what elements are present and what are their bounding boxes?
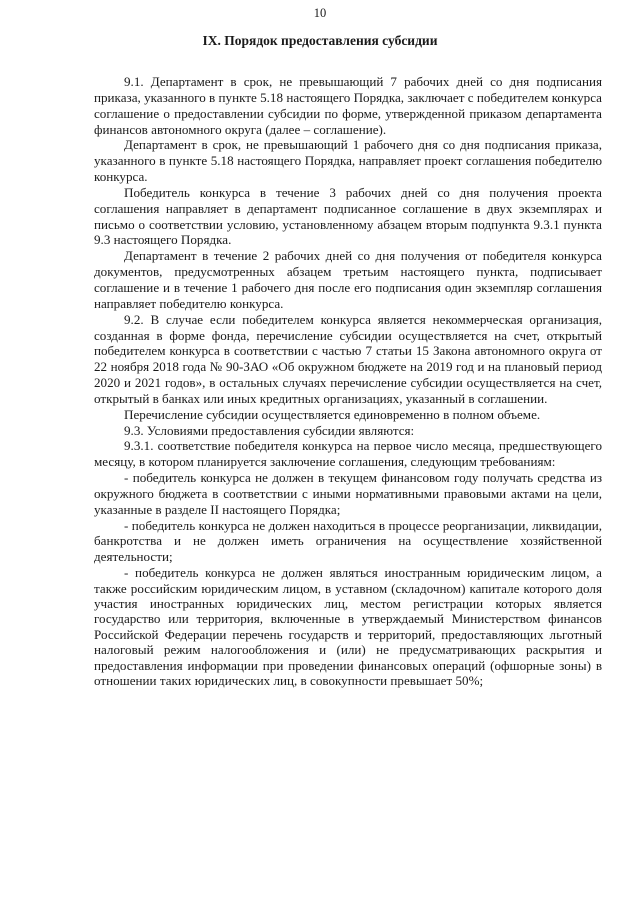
paragraph-project-dispatch: Департамент в срок, не превышающий 1 рабочего дня со дня подписания приказа, указанного в пункте 5.18 настоящего Порядка, направляет проект соглашения победителю конкурса.: [94, 137, 602, 185]
paragraph-winner-return: Победитель конкурса в течение 3 рабочих дней со дня получения проекта соглашения направляет в департамент подписанное соглашение в двух экземплярах и письмо о соответствии условию, установленному абзацем вторым подпункта 9.3.1 пункта 9.3 настоящего Порядка.: [94, 184, 602, 248]
paragraph-single-transfer: Перечисление субсидии осуществляется единовременно в полном объеме.: [124, 406, 541, 422]
section-title: IX. Порядок предоставления субсидии: [202, 33, 438, 48]
paragraph-9-1: 9.1. Департамент в срок, не превышающий 7 рабочих дней со дня подписания приказа, указанного в пункте 5.18 настоящего Порядка, заключает с победителем конкурса соглашение о предоставлении субсидии по форме, утвержденной приказом департамента финансов автономного округа (далее – соглашение).: [94, 74, 602, 137]
page-number: 10: [313, 6, 327, 20]
document-body: [94, 74, 602, 688]
paragraph-signing: Департамент в течение 2 рабочих дней со дня получения от победителя конкурса документов, предусмотренных абзацем третьим настоящего пункта, подписывает соглашение и в течение 1 рабочего дня после его подписания один экземпляр соглашения направляет победителю конкурса.: [94, 248, 602, 311]
paragraph-9-3: 9.3. Условиями предоставления субсидии являются:: [124, 422, 415, 438]
paragraph-9-2: 9.2. В случае если победителем конкурса является некоммерческая организация, созданная в форме фонда, перечисление субсидии осуществляется на счет, открытый победителем конкурса в соответствии с частью 7 статьи 15 Закона автономного округа от 22 ноября 2018 года № 90-ЗАО «Об окружном бюджете на 2019 год и на плановый период 2020 и 2021 годов», в остальных случаях перечисление субсидии осуществляется на счет, открытый в банках или иных кредитных организациях, указанный в соглашении.: [94, 311, 602, 406]
requirement-no-other-funds: - победитель конкурса не должен в текущем финансовом году получать средства из окружного бюджета в соответствии с иными нормативными правовыми актами на цели, указанные в разделе II настоящего Порядка;: [94, 470, 602, 517]
paragraph-9-3-1: 9.3.1. соответствие победителя конкурса на первое число месяца, предшествующего месяцу, в котором планируется заключение соглашения, следующим требованиям:: [94, 438, 602, 470]
requirement-no-reorganization: - победитель конкурса не должен находиться в процессе реорганизации, ликвидации, банкротства и не должен иметь ограничения на осуществление хозяйственной деятельности;: [94, 517, 602, 565]
requirement-not-foreign: - победитель конкурса не должен являться иностранным юридическим лицом, а также российским юридическим лицом, в уставном (складочном) капитале которого доля участия иностранных юридических лиц, местом регистрации которых является государство или территория, включенные в утверждаемый Министерством финансов Российской Федерации перечень государств и территорий, предоставляющих льготный налоговый режим налогообложения и (или) не предусматривающих раскрытия и предоставления информации при проведении финансовых операций (офшорные зоны) в отношении таких юридических лиц, в совокупности превышает 50%;: [94, 565, 602, 688]
